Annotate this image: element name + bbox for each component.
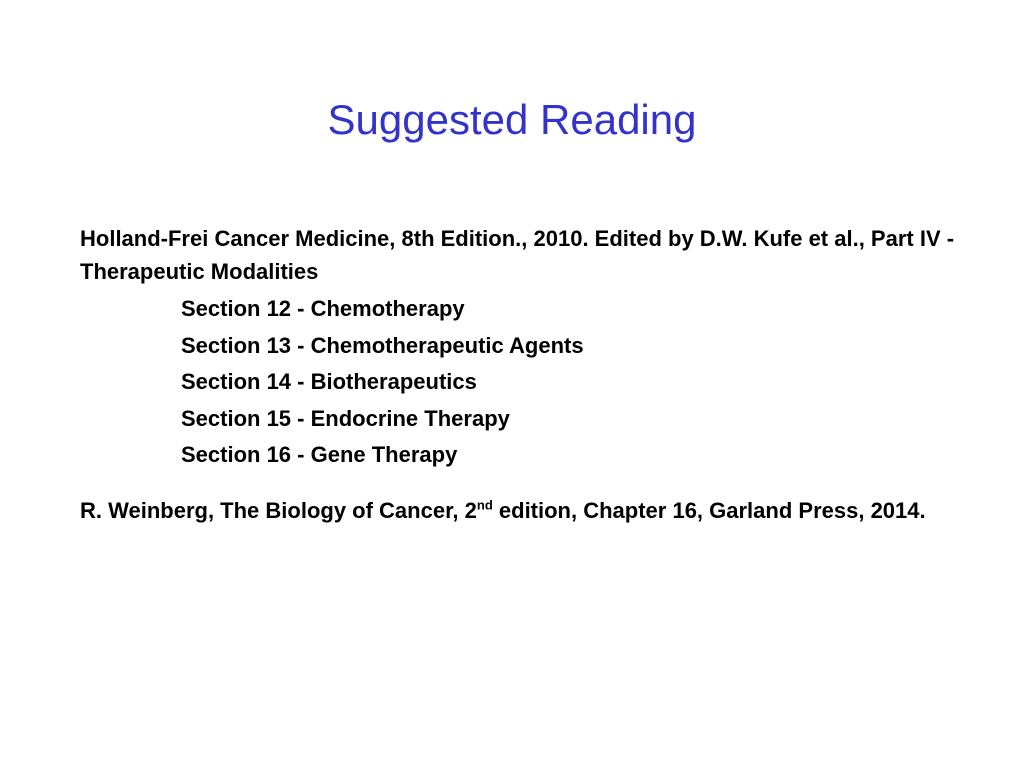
list-item-section-14: Section 14 - Biotherapeutics [181, 369, 477, 394]
reference-holland-frei: Holland-Frei Cancer Medicine, 8th Edition., 2010. Edited by D.W. Kufe et al., Part IV - Therapeutic Modalities [80, 226, 955, 284]
reference-weinberg-part-2: edition, Chapter 16, Garland Press, 2014. [492, 497, 926, 523]
list-item-section-13: Section 13 - Chemotherapeutic Agents [181, 332, 584, 358]
reference-weinberg-part-1: R. Weinberg, The Biology of Cancer, 2 [80, 497, 477, 523]
slide-content [80, 222, 980, 527]
list-item-section-16: Section 16 - Gene Therapy [181, 442, 458, 467]
ordinal-superscript: nd [476, 497, 493, 513]
slide-title: Suggested Reading [327, 96, 697, 144]
section-list [80, 291, 980, 474]
list-item-section-12: Section 12 - Chemotherapy [181, 296, 465, 321]
reference-weinberg [80, 494, 980, 527]
list-item-section-15: Section 15 - Endocrine Therapy [181, 405, 510, 431]
